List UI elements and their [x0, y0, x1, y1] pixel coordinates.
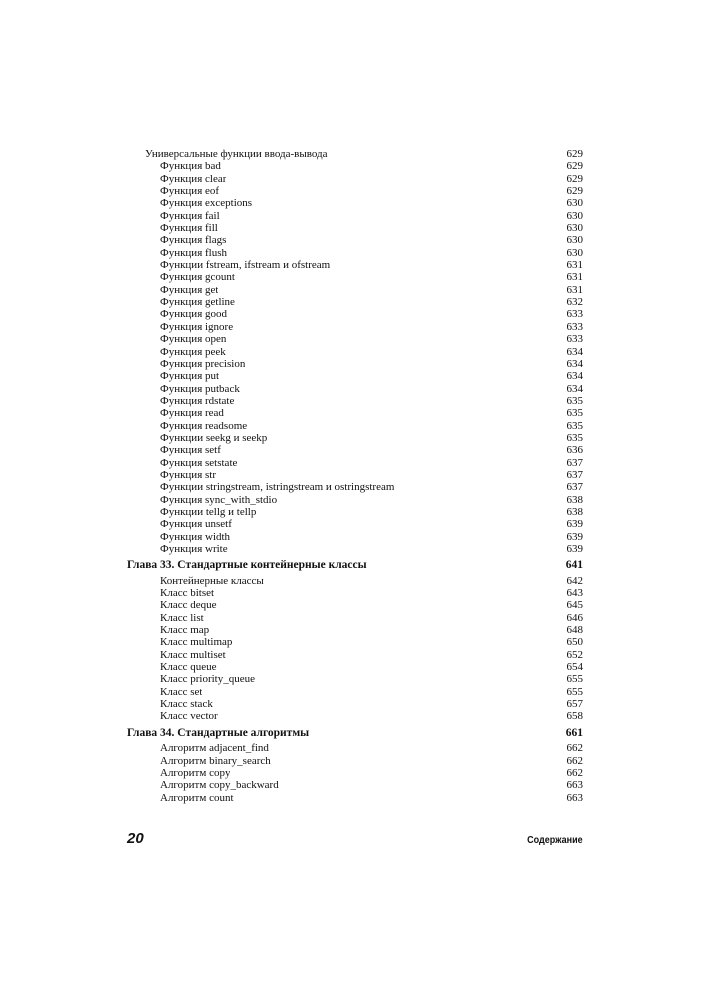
- toc-entry-title: Функция ignore: [160, 320, 234, 333]
- toc-entry: [127, 661, 583, 673]
- toc-entry-title: Функция gcount: [160, 271, 235, 284]
- toc-entry: [127, 160, 583, 172]
- toc-entry-page: 630: [566, 246, 583, 259]
- toc-entry-title: Функции seekg и seekp: [160, 431, 268, 444]
- toc-entry: [127, 346, 583, 358]
- toc-entry-title: Алгоритм adjacent_find: [160, 742, 269, 755]
- toc-chapter-entry: [127, 727, 583, 739]
- toc-entry-title: Класс map: [160, 624, 210, 637]
- toc-entry-title: Функция fill: [160, 222, 218, 235]
- toc-entry-title: Функция write: [160, 543, 228, 555]
- toc-entry-page: 641: [565, 559, 583, 572]
- toc-entry-page: 655: [566, 685, 583, 698]
- toc-entry-title: Функция good: [160, 308, 228, 321]
- toc-entry: [127, 469, 583, 481]
- toc-entry-title: Глава 33. Стандартные контейнерные классы: [127, 559, 367, 572]
- toc-entry: [127, 767, 583, 779]
- toc-entry-page: 630: [566, 209, 583, 222]
- toc-entry-page: 658: [566, 710, 583, 723]
- toc-entry-page: 636: [566, 444, 583, 457]
- toc-entry-title: Функция eof: [160, 185, 220, 198]
- toc-entry: [127, 432, 583, 444]
- toc-chapter-entry: [127, 559, 583, 571]
- toc-entry-title: Класс set: [160, 685, 203, 698]
- toc-entry-page: 633: [566, 320, 583, 333]
- toc-entry-title: Класс list: [160, 611, 204, 624]
- toc-entry: [127, 234, 583, 246]
- toc-entry-page: 655: [566, 673, 583, 686]
- toc-entry-page: 648: [566, 624, 583, 637]
- toc-entry-title: Универсальные функции ввода-вывода: [145, 148, 328, 160]
- toc-entry-page: 634: [566, 345, 583, 358]
- toc-entry-page: 631: [566, 271, 583, 284]
- toc-entry-title: Функция putback: [160, 382, 240, 395]
- toc-entry-page: 662: [566, 754, 583, 767]
- toc-entry: [127, 321, 583, 333]
- toc-entry-page: 657: [566, 698, 583, 711]
- toc-entry-page: 654: [566, 661, 583, 674]
- toc-entry: [127, 506, 583, 518]
- toc-entry-title: Функции fstream, ifstream и ofstream: [160, 259, 331, 272]
- toc-entry-page: 639: [566, 518, 583, 531]
- toc-entry: [127, 457, 583, 469]
- toc-entry-title: Класс bitset: [160, 587, 215, 600]
- toc-entry-title: Функция flush: [160, 246, 228, 259]
- toc-entry: [127, 755, 583, 767]
- toc-entry-title: Класс multiset: [160, 648, 226, 661]
- toc-entry: [127, 296, 583, 308]
- toc-entry: [127, 420, 583, 432]
- toc-entry-title: Функции tellg и tellp: [160, 505, 257, 518]
- toc-entry-title: Функция sync_with_stdio: [160, 493, 278, 506]
- toc-entry: [127, 148, 583, 160]
- toc-entry-page: 663: [566, 779, 583, 792]
- toc-entry-title: Класс deque: [160, 599, 217, 612]
- toc-entry-page: 643: [566, 587, 583, 600]
- toc-entry: [127, 481, 583, 493]
- toc-entry-page: 642: [566, 574, 583, 587]
- toc-entry: [127, 222, 583, 234]
- toc-entry-page: 661: [565, 726, 583, 739]
- toc-entry: [127, 173, 583, 185]
- toc-entry-title: Класс multimap: [160, 636, 233, 649]
- toc-entry-page: 630: [566, 222, 583, 235]
- toc-entry-title: Функция flags: [160, 234, 227, 247]
- toc-entry-title: Функция getline: [160, 296, 235, 309]
- toc-entry: [127, 698, 583, 710]
- toc-entry-page: 633: [566, 333, 583, 346]
- toc-entry-page: 631: [566, 259, 583, 272]
- toc-entry-page: 650: [566, 636, 583, 649]
- toc-entry-title: Функция bad: [160, 160, 221, 173]
- toc-entry: [127, 624, 583, 636]
- toc-entry: [127, 779, 583, 791]
- toc-entry-page: 638: [566, 493, 583, 506]
- toc-entry-page: 634: [566, 382, 583, 395]
- toc-entry-title: Функции stringstream, istringstream и ostringstream: [160, 481, 395, 494]
- toc-entry: [127, 494, 583, 506]
- toc-entry-title: Функция width: [160, 530, 231, 543]
- toc-entry-title: Функция exceptions: [160, 197, 253, 210]
- toc-entry-page: 645: [566, 599, 583, 612]
- toc-entry: [127, 649, 583, 661]
- toc-entry: [127, 308, 583, 320]
- toc-entry-page: 629: [566, 160, 583, 173]
- toc-entry-page: 635: [566, 431, 583, 444]
- toc-entry: [127, 247, 583, 259]
- toc-entry-title: Функция put: [160, 370, 220, 383]
- toc-entry: [127, 612, 583, 624]
- toc-entry: [127, 531, 583, 543]
- running-footer-title: Содержание: [527, 835, 583, 846]
- toc-entry-title: Функция precision: [160, 357, 246, 370]
- toc-entry-title: Алгоритм copy: [160, 766, 231, 779]
- toc-entry: [127, 587, 583, 599]
- toc-entry-page: 638: [566, 505, 583, 518]
- toc-entry: [127, 792, 583, 804]
- toc-entry-page: 635: [566, 419, 583, 432]
- toc-entry-page: 635: [566, 407, 583, 420]
- toc-entry-title: Глава 34. Стандартные алгоритмы: [127, 726, 310, 739]
- toc-entry-title: Функция get: [160, 283, 219, 296]
- toc-entry-page: 633: [566, 308, 583, 321]
- toc-entry-page: 662: [566, 742, 583, 755]
- toc-entry: [127, 284, 583, 296]
- toc-entry: [127, 185, 583, 197]
- toc-entry-page: 652: [566, 648, 583, 661]
- toc-entry-title: Функция clear: [160, 172, 227, 185]
- toc-entry-page: 630: [566, 234, 583, 247]
- toc-entry-title: Функция setstate: [160, 456, 238, 469]
- toc-entry-page: 634: [566, 370, 583, 383]
- toc-entry-page: 639: [566, 530, 583, 543]
- toc-entry: [127, 333, 583, 345]
- toc-entry: [127, 358, 583, 370]
- toc-entry: [127, 599, 583, 611]
- toc-entry-page: 662: [566, 766, 583, 779]
- toc-entry: [127, 636, 583, 648]
- toc-entry-title: Функция readsome: [160, 419, 248, 432]
- toc-entry-page: 663: [566, 791, 583, 804]
- toc-entry-title: Функция open: [160, 333, 227, 346]
- toc-entry-title: Функция setf: [160, 444, 221, 457]
- toc-entry-page: 637: [566, 481, 583, 494]
- toc-entry: [127, 518, 583, 530]
- toc-entry-page: 629: [566, 148, 583, 160]
- toc-entry-title: Алгоритм copy_backward: [160, 779, 279, 792]
- toc-entry: [127, 686, 583, 698]
- toc-entry-title: Класс queue: [160, 661, 217, 674]
- table-of-contents: [127, 148, 583, 804]
- toc-entry: [127, 259, 583, 271]
- toc-entry: [127, 407, 583, 419]
- toc-entry-title: Класс vector: [160, 710, 218, 723]
- toc-entry-title: Алгоритм count: [160, 791, 234, 804]
- toc-entry-title: Класс priority_queue: [160, 673, 255, 686]
- page-number: 20: [127, 830, 144, 847]
- toc-entry-title: Функция peek: [160, 345, 226, 358]
- toc-entry-title: Функция rdstate: [160, 394, 235, 407]
- toc-entry-page: 631: [566, 283, 583, 296]
- toc-entry: [127, 210, 583, 222]
- toc-entry-page: 635: [566, 394, 583, 407]
- toc-entry-title: Функция unsetf: [160, 518, 232, 531]
- toc-entry: [127, 395, 583, 407]
- toc-entry: [127, 383, 583, 395]
- toc-entry-title: Контейнерные классы: [160, 574, 264, 587]
- toc-entry-title: Класс stack: [160, 698, 213, 711]
- toc-entry: [127, 271, 583, 283]
- page-footer: [127, 830, 583, 847]
- toc-entry-page: 646: [566, 611, 583, 624]
- toc-entry-page: 634: [566, 357, 583, 370]
- toc-entry: [127, 197, 583, 209]
- toc-entry: [127, 710, 583, 722]
- toc-entry-page: 637: [566, 456, 583, 469]
- toc-entry: [127, 742, 583, 754]
- toc-entry-title: Функция fail: [160, 209, 220, 222]
- toc-entry-page: 639: [566, 543, 583, 555]
- toc-entry-page: 629: [566, 185, 583, 198]
- toc-entry-title: Функция str: [160, 468, 217, 481]
- toc-entry-page: 629: [566, 172, 583, 185]
- toc-entry: [127, 575, 583, 587]
- toc-entry: [127, 673, 583, 685]
- toc-entry-title: Алгоритм binary_search: [160, 754, 271, 767]
- toc-entry-title: Функция read: [160, 407, 224, 420]
- toc-entry-page: 632: [566, 296, 583, 309]
- toc-entry-page: 637: [566, 468, 583, 481]
- toc-entry: [127, 444, 583, 456]
- toc-entry: [127, 543, 583, 555]
- toc-entry-page: 630: [566, 197, 583, 210]
- toc-entry: [127, 370, 583, 382]
